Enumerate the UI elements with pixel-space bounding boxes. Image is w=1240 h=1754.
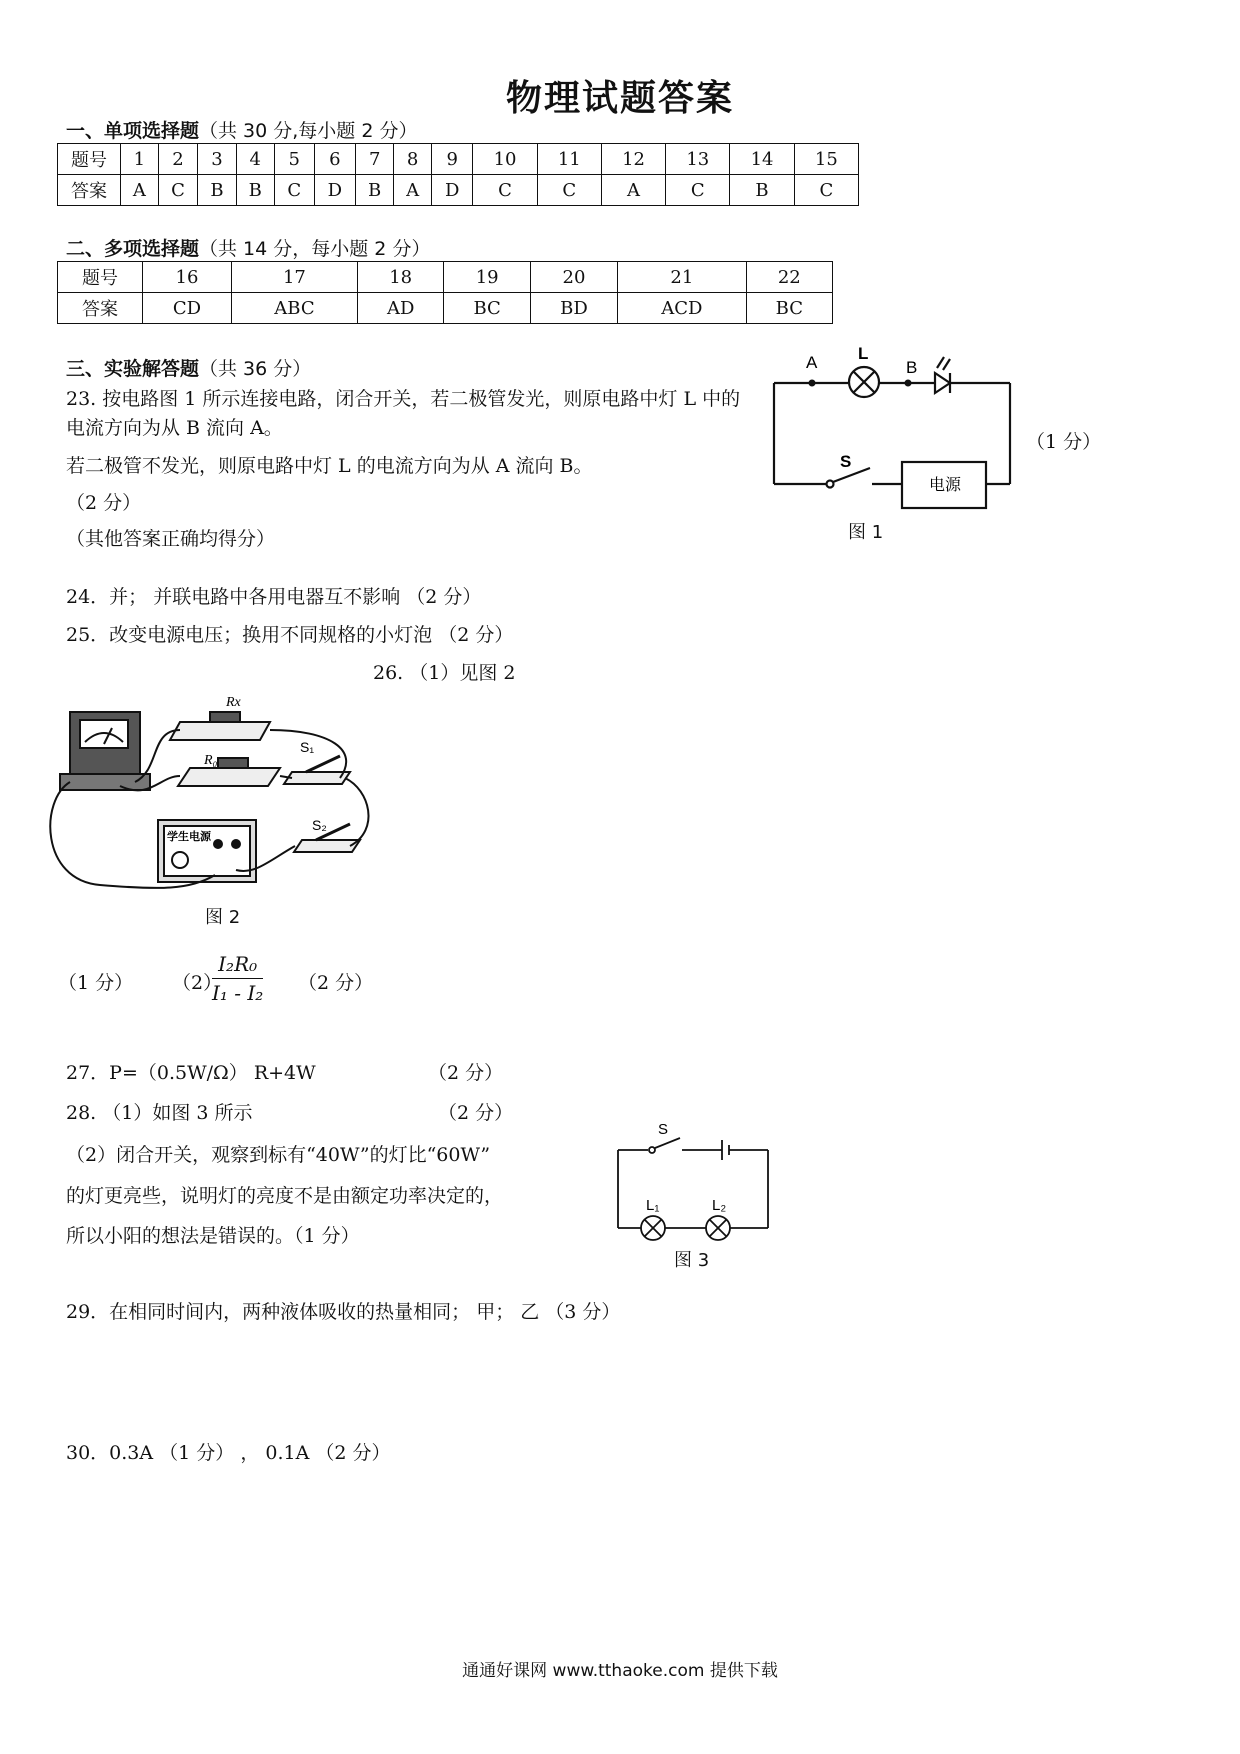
q28-line-3: 所以小阳的想法是错误的。（1 分） (66, 1225, 360, 1247)
table-cell: C (274, 175, 314, 206)
figure-3-caption: 图 3 (674, 1250, 710, 1271)
label-s2: S₂ (312, 817, 327, 833)
table-cell: 3 (198, 144, 236, 175)
switch-s-lever (655, 1138, 680, 1148)
table-cell: 13 (666, 144, 730, 175)
q26-formula (212, 952, 263, 1005)
table-cell: 12 (601, 144, 665, 175)
section-1-heading-bold: 一、单项选择题 (66, 120, 200, 142)
q26-score-1: （1 分） (58, 972, 134, 994)
q23-line-3: 若二极管不发光，则原电路中灯 L 的电流方向为从 A 流向 B。 (66, 455, 593, 477)
table-cell: 16 (143, 262, 232, 293)
section-3-heading (66, 354, 311, 381)
fraction-numerator: I₂R₀ (212, 952, 263, 979)
q23-note: （其他答案正确均得分） (66, 528, 276, 550)
label-rx: Rx (226, 695, 241, 710)
table-cell: CD (143, 293, 232, 324)
q25-answer: 25．改变电源电压；换用不同规格的小灯泡 （2 分） (66, 624, 514, 646)
table-cell: 21 (618, 262, 747, 293)
table-cell: B (356, 175, 394, 206)
switch-terminal (649, 1147, 655, 1153)
table-cell: 1 (121, 144, 159, 175)
q28-line-1: （2）闭合开关，观察到标有“40W”的灯比“60W” (66, 1144, 491, 1166)
section-3-heading-rest: （共 36 分） (199, 358, 312, 380)
table-cell: 6 (314, 144, 355, 175)
table-cell: 17 (231, 262, 357, 293)
q26-score-2: （2 分） (298, 972, 374, 994)
q23-line-2: 电流方向为从 B 流向 A。 (66, 417, 283, 439)
q28-line-2: 的灯更亮些，说明灯的亮度不是由额定功率决定的， (66, 1185, 504, 1207)
figure-1-score: （1 分） (1026, 431, 1102, 453)
table-cell: BC (444, 293, 530, 324)
q27-answer: 27．P=（0.5W/Ω） R+4W (66, 1062, 316, 1084)
label-s: S (658, 1121, 669, 1138)
table-row (58, 144, 859, 175)
table-cell: A (394, 175, 432, 206)
q28-heading: 28. （1）如图 3 所示 (66, 1102, 253, 1124)
table-cell: D (431, 175, 472, 206)
label-s: S (840, 452, 852, 471)
terminal-b-dot (905, 380, 912, 387)
switch-s-lever (833, 468, 870, 482)
footer-text: 通通好课网 www.tthaoke.com 提供下载 (462, 1661, 778, 1681)
section-1-heading (66, 116, 417, 143)
table-cell: 2 (158, 144, 198, 175)
table-cell: 20 (530, 262, 617, 293)
table-cell: 14 (730, 144, 794, 175)
fraction (212, 952, 263, 1005)
table-cell: C (666, 175, 730, 206)
table-cell: AD (357, 293, 444, 324)
table-cell: 5 (274, 144, 314, 175)
table-cell: BD (530, 293, 617, 324)
table-cell: C (473, 175, 537, 206)
q30-answer: 30．0.3A （1 分） ， 0.1A （2 分） (66, 1442, 391, 1464)
row-label-answer: 答案 (58, 293, 143, 324)
multiple-choice-table (57, 261, 833, 324)
diode-symbol (935, 373, 950, 393)
q26-heading: 26. （1）见图 2 (373, 662, 516, 684)
table-cell: B (198, 175, 236, 206)
table-cell: ABC (231, 293, 357, 324)
label-r0: R₀ (204, 753, 218, 768)
label-l1: L₁ (646, 1197, 660, 1214)
switch-s1-lever (306, 756, 340, 772)
table-cell: 8 (394, 144, 432, 175)
figure-2-caption: 图 2 (205, 907, 241, 928)
q27-score: （2 分） (428, 1062, 504, 1084)
switch-terminal (827, 481, 834, 488)
table-cell: 22 (746, 262, 832, 293)
section-1-heading-rest: （共 30 分,每小题 2 分） (199, 120, 418, 142)
single-choice-table (57, 143, 859, 206)
table-cell: ACD (618, 293, 747, 324)
fraction-denominator: I₁ - I₂ (212, 981, 264, 1005)
resistor-r0-board (178, 768, 280, 786)
table-cell: 4 (236, 144, 274, 175)
table-cell: B (730, 175, 794, 206)
terminal-a-dot (809, 380, 816, 387)
row-label-number: 题号 (58, 262, 143, 293)
q24-answer: 24．并； 并联电路中各用电器互不影响 （2 分） (66, 586, 482, 608)
section-2-heading-rest: （共 14 分，每小题 2 分） (199, 238, 431, 260)
table-cell: 11 (537, 144, 601, 175)
q26-part-2: （2） (172, 972, 223, 994)
section-2-heading-bold: 二、多项选择题 (66, 238, 200, 260)
figure-2-apparatus (40, 690, 390, 900)
table-cell: 18 (357, 262, 444, 293)
table-cell: 9 (431, 144, 472, 175)
power-supply-label: 电源 (929, 475, 962, 494)
table-cell: 19 (444, 262, 530, 293)
resistor-rx-coil (210, 712, 240, 722)
label-s1: S₁ (300, 739, 315, 755)
label-l: L (858, 344, 869, 363)
q23-score: （2 分） (66, 492, 142, 514)
table-row (58, 175, 859, 206)
q23-line-1: 23. 按电路图 1 所示连接电路，闭合开关，若二极管发光，则原电路中灯 L 中的 (66, 388, 741, 410)
resistor-rx-board (170, 722, 270, 740)
table-cell: 10 (473, 144, 537, 175)
q28-score-1: （2 分） (438, 1102, 514, 1124)
table-cell: D (314, 175, 355, 206)
label-b: B (906, 358, 918, 377)
wire (345, 778, 369, 846)
power-supply-label: 学生电源 (167, 830, 211, 843)
q29-answer: 29．在相同时间内，两种液体吸收的热量相同； 甲； 乙 （3 分） (66, 1301, 621, 1323)
table-cell: C (794, 175, 858, 206)
table-cell: BC (746, 293, 832, 324)
table-cell: C (158, 175, 198, 206)
label-l2: L₂ (712, 1197, 727, 1214)
resistor-r0-coil (218, 758, 248, 768)
table-cell: 7 (356, 144, 394, 175)
section-2-heading (66, 234, 430, 261)
table-cell: A (121, 175, 159, 206)
table-cell: C (537, 175, 601, 206)
figure-3-circuit (608, 1112, 778, 1247)
table-row (58, 293, 833, 324)
section-3-heading-bold: 三、实验解答题 (66, 358, 200, 380)
table-cell: A (601, 175, 665, 206)
label-a: A (806, 353, 818, 372)
figure-1-circuit (760, 340, 1030, 515)
page-title: 物理试题答案 (505, 78, 734, 119)
figure-1-caption: 图 1 (848, 522, 884, 543)
table-cell: 15 (794, 144, 858, 175)
table-row (58, 262, 833, 293)
row-label-answer: 答案 (58, 175, 121, 206)
row-label-number: 题号 (58, 144, 121, 175)
table-cell: B (236, 175, 274, 206)
